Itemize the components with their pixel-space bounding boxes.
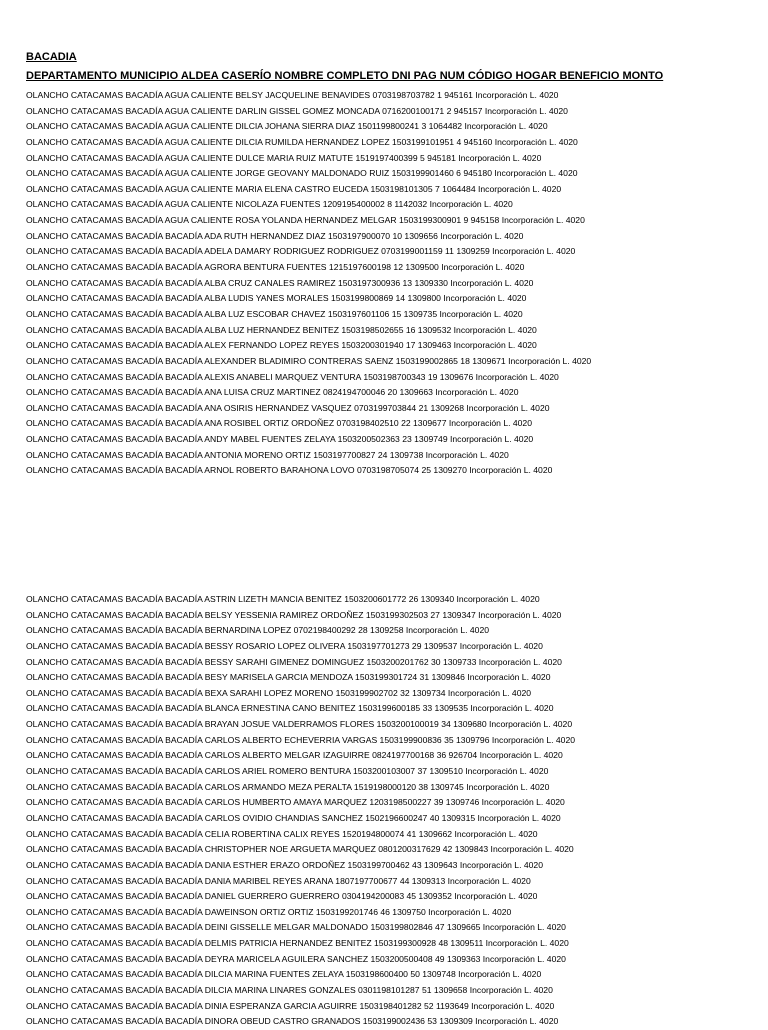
- beneficiary-row: OLANCHO CATACAMAS BACADÍA BACADÍA DINIA ESPERANZA GARCIA AGUIRRE 1503198401282 52 1193649 Incorporación L. 4020: [26, 1000, 555, 1011]
- column-header-line: DEPARTAMENTO MUNICIPIO ALDEA CASERÍO NOMBRE COMPLETO DNI PAG NUM CÓDIGO HOGAR BENEFICIO MONTO: [26, 70, 664, 82]
- beneficiary-row: OLANCHO CATACAMAS BACADÍA BACADÍA ALEXIS ANABELI MARQUEZ VENTURA 1503198700343 19 1309676 Incorporación L. 4020: [26, 371, 559, 382]
- beneficiary-row: OLANCHO CATACAMAS BACADÍA BACADÍA CARLOS ALBERTO MELGAR IZAGUIRRE 0824197700168 36 926704 Incorporación L. 4020: [26, 750, 563, 761]
- beneficiary-row: OLANCHO CATACAMAS BACADÍA BACADÍA BESSY SARAHI GIMENEZ DOMINGUEZ 1503200201762 30 1309733 Incorporación L. 4020: [26, 656, 562, 667]
- document-title: BACADIA: [26, 51, 77, 63]
- beneficiary-row: OLANCHO CATACAMAS BACADÍA BACADÍA ADELA DAMARY RODRIGUEZ RODRIGUEZ 0703199001159 11 1309259 Incorporación L. 4020: [26, 246, 576, 257]
- beneficiary-row: OLANCHO CATACAMAS BACADÍA BACADÍA DILCIA MARINA FUENTES ZELAYA 1503198600400 50 1309748 Incorporación L. 4020: [26, 969, 542, 980]
- beneficiary-row: OLANCHO CATACAMAS BACADÍA BACADÍA ANA OSIRIS HERNANDEZ VASQUEZ 0703199703844 21 1309268 Incorporación L. 4020: [26, 402, 550, 413]
- beneficiary-row: OLANCHO CATACAMAS BACADÍA BACADÍA DANIA MARIBEL REYES ARANA 1807197700677 44 1309313 Incorporación L. 4020: [26, 875, 531, 886]
- beneficiary-list-block-2: [26, 592, 575, 1030]
- beneficiary-row: OLANCHO CATACAMAS BACADÍA AGUA CALIENTE BELSY JACQUELINE BENAVIDES 0703198703782 1 945161 Incorporación L. 4020: [26, 90, 559, 100]
- beneficiary-row: OLANCHO CATACAMAS BACADÍA AGUA CALIENTE MARIA ELENA CASTRO EUCEDA 1503198101305 7 1064484 Incorporación L. 4020: [26, 183, 562, 194]
- beneficiary-row: OLANCHO CATACAMAS BACADÍA BACADÍA BELSY YESSENIA RAMIREZ ORDOÑEZ 1503199302503 27 1309347 Incorporación L. 4020: [26, 609, 562, 620]
- beneficiary-list-block-1: [26, 88, 591, 479]
- beneficiary-row: OLANCHO CATACAMAS BACADÍA BACADÍA BERNARDINA LOPEZ 0702198400292 28 1309258 Incorporación L. 4020: [26, 625, 490, 636]
- beneficiary-row: OLANCHO CATACAMAS BACADÍA BACADÍA BRAYAN JOSUE VALDERRAMOS FLORES 1503200100019 34 1309680 Incorporación L. 4020: [26, 719, 573, 730]
- beneficiary-row: OLANCHO CATACAMAS BACADÍA BACADÍA DANIA ESTHER ERAZO ORDOÑEZ 1503199700462 43 1309643 Incorporación L. 4020: [26, 859, 543, 870]
- beneficiary-row: OLANCHO CATACAMAS BACADÍA BACADÍA ARNOL ROBERTO BARAHONA LOVO 0703198705074 25 1309270 Incorporación L. 4020: [26, 465, 553, 476]
- beneficiary-row: OLANCHO CATACAMAS BACADÍA AGUA CALIENTE DULCE MARIA RUIZ MATUTE 1519197400399 5 945181 Incorporación L. 4020: [26, 152, 542, 163]
- beneficiary-row: OLANCHO CATACAMAS BACADÍA BACADÍA DAWEINSON ORTIZ ORTIZ 1503199201746 46 1309750 Incorporación L. 4020: [26, 906, 512, 917]
- beneficiary-row: OLANCHO CATACAMAS BACADÍA BACADÍA DINORA OBEUD CASTRO GRANADOS 1503199002436 53 1309309 Incorporación L. 4020: [26, 1016, 559, 1027]
- beneficiary-row: OLANCHO CATACAMAS BACADÍA BACADÍA CARLOS OVIDIO CHANDIAS SANCHEZ 1502196600247 40 1309315 Incorporación L. 4020: [26, 812, 561, 823]
- beneficiary-row: OLANCHO CATACAMAS BACADÍA BACADÍA ADA RUTH HERNANDEZ DIAZ 1503197900070 10 1309656 Incorporación L. 4020: [26, 230, 524, 241]
- beneficiary-row: OLANCHO CATACAMAS BACADÍA BACADÍA ALBA LUZ ESCOBAR CHAVEZ 1503197601106 15 1309735 Incorporación L. 4020: [26, 308, 523, 319]
- beneficiary-row: OLANCHO CATACAMAS BACADÍA BACADÍA ANA ROSIBEL ORTIZ ORDOÑEZ 0703198402510 22 1309677 Incorporación L. 4020: [26, 418, 532, 429]
- beneficiary-row: OLANCHO CATACAMAS BACADÍA BACADÍA ANA LUISA CRUZ MARTINEZ 0824194700046 20 1309663 Incorporación L. 4020: [26, 387, 519, 398]
- beneficiary-row: OLANCHO CATACAMAS BACADÍA AGUA CALIENTE JORGE GEOVANY MALDONADO RUIZ 1503199901460 6 945180 Incorporación L. 4020: [26, 168, 578, 179]
- beneficiary-row: OLANCHO CATACAMAS BACADÍA BACADÍA CARLOS ALBERTO ECHEVERRIA VARGAS 1503199900836 35 1309796 Incorporación L. 4020: [26, 734, 575, 745]
- beneficiary-row: OLANCHO CATACAMAS BACADÍA BACADÍA AGRORA BENTURA FUENTES 1215197600198 12 1309500 Incorporación L. 4020: [26, 262, 525, 273]
- beneficiary-row: OLANCHO CATACAMAS BACADÍA AGUA CALIENTE DILCIA JOHANA SIERRA DIAZ 1501199800241 3 1064482 Incorporación L. 4020: [26, 121, 548, 132]
- beneficiary-row: OLANCHO CATACAMAS BACADÍA BACADÍA DILCIA MARINA LINARES GONZALES 0301198101287 51 1309658 Incorporación L. 4020: [26, 985, 553, 996]
- beneficiary-row: OLANCHO CATACAMAS BACADÍA BACADÍA ASTRIN LIZETH MANCIA BENITEZ 1503200601772 26 1309340 Incorporación L. 4020: [26, 594, 540, 604]
- beneficiary-row: OLANCHO CATACAMAS BACADÍA BACADÍA CARLOS ARMANDO MEZA PERALTA 1519198000120 38 1309745 Incorporación L. 4020: [26, 781, 550, 792]
- beneficiary-row: OLANCHO CATACAMAS BACADÍA BACADÍA ALEX FERNANDO LOPEZ REYES 1503200301940 17 1309463 Incorporación L. 4020: [26, 340, 537, 351]
- beneficiary-row: OLANCHO CATACAMAS BACADÍA BACADÍA BEXA SARAHI LOPEZ MORENO 1503199902702 32 1309734 Incorporación L. 4020: [26, 687, 532, 698]
- beneficiary-row: OLANCHO CATACAMAS BACADÍA BACADÍA BLANCA ERNESTINA CANO BENITEZ 1503199600185 33 1309535 Incorporación L. 4020: [26, 703, 554, 714]
- beneficiary-row: OLANCHO CATACAMAS BACADÍA BACADÍA ANTONIA MORENO ORTIZ 1503197700827 24 1309738 Incorporación L. 4020: [26, 449, 509, 460]
- beneficiary-row: OLANCHO CATACAMAS BACADÍA BACADÍA CELIA ROBERTINA CALIX REYES 1520194800074 41 1309662 Incorporación L. 4020: [26, 828, 538, 839]
- beneficiary-row: OLANCHO CATACAMAS BACADÍA BACADÍA BESY MARISELA GARCIA MENDOZA 1503199301724 31 1309846 Incorporación L. 4020: [26, 672, 551, 683]
- beneficiary-row: OLANCHO CATACAMAS BACADÍA BACADÍA CARLOS HUMBERTO AMAYA MARQUEZ 1203198500227 39 1309746 Incorporación L. 4020: [26, 797, 565, 808]
- beneficiary-row: OLANCHO CATACAMAS BACADÍA AGUA CALIENTE NICOLAZA FUENTES 1209195400002 8 1142032 Incorporación L. 4020: [26, 199, 513, 210]
- beneficiary-row: OLANCHO CATACAMAS BACADÍA BACADÍA DANIEL GUERRERO GUERRERO 0304194200083 45 1309352 Incorporación L. 4020: [26, 891, 538, 902]
- beneficiary-row: OLANCHO CATACAMAS BACADÍA BACADÍA ALBA LUZ HERNANDEZ BENITEZ 1503198502655 16 1309532 Incorporación L. 4020: [26, 324, 537, 335]
- beneficiary-row: OLANCHO CATACAMAS BACADÍA AGUA CALIENTE ROSA YOLANDA HERNANDEZ MELGAR 1503199300901 9 945158 Incorporación L. 4020: [26, 215, 585, 226]
- beneficiary-row: OLANCHO CATACAMAS BACADÍA BACADÍA CARLOS ARIEL ROMERO BENTURA 1503200103007 37 1309510 Incorporación L. 4020: [26, 766, 549, 777]
- beneficiary-row: OLANCHO CATACAMAS BACADÍA AGUA CALIENTE DILCIA RUMILDA HERNANDEZ LOPEZ 1503199101951 4 945160 Incorporación L. 4020: [26, 136, 578, 147]
- beneficiary-row: OLANCHO CATACAMAS BACADÍA BACADÍA DEINI GISSELLE MELGAR MALDONADO 1503199802846 47 1309665 Incorporación L. 4020: [26, 922, 566, 933]
- beneficiary-row: OLANCHO CATACAMAS BACADÍA BACADÍA ALEXANDER BLADIMIRO CONTRERAS SAENZ 1503199002865 18 1309671 Incorporación L. 4020: [26, 355, 592, 366]
- beneficiary-row: OLANCHO CATACAMAS BACADÍA BACADÍA ANDY MABEL FUENTES ZELAYA 1503200502363 23 1309749 Incorporación L. 4020: [26, 434, 534, 445]
- beneficiary-row: OLANCHO CATACAMAS BACADÍA BACADÍA DEYRA MARICELA AGUILERA SANCHEZ 1503200500408 49 1309363 Incorporación L. 4020: [26, 953, 566, 964]
- beneficiary-row: OLANCHO CATACAMAS BACADÍA BACADÍA ALBA CRUZ CANALES RAMIREZ 1503197300936 13 1309330 Incorporación L. 4020: [26, 277, 534, 288]
- beneficiary-row: OLANCHO CATACAMAS BACADÍA BACADÍA DELMIS PATRICIA HERNANDEZ BENITEZ 1503199300928 48 1309511 Incorporación L. 4020: [26, 938, 569, 949]
- beneficiary-row: OLANCHO CATACAMAS BACADÍA BACADÍA BESSY ROSARIO LOPEZ OLIVERA 1503197701273 29 1309537 Incorporación L. 4020: [26, 640, 543, 651]
- beneficiary-row: OLANCHO CATACAMAS BACADÍA BACADÍA CHRISTOPHER NOE ARGUETA MARQUEZ 0801200317629 42 1309843 Incorporación L. 4020: [26, 844, 574, 855]
- beneficiary-row: OLANCHO CATACAMAS BACADÍA AGUA CALIENTE DARLIN GISSEL GOMEZ MONCADA 0716200100171 2 945157 Incorporación L. 4020: [26, 105, 568, 116]
- beneficiary-row: OLANCHO CATACAMAS BACADÍA BACADÍA ALBA LUDIS YANES MORALES 1503199800869 14 1309800 Incorporación L. 4020: [26, 293, 527, 304]
